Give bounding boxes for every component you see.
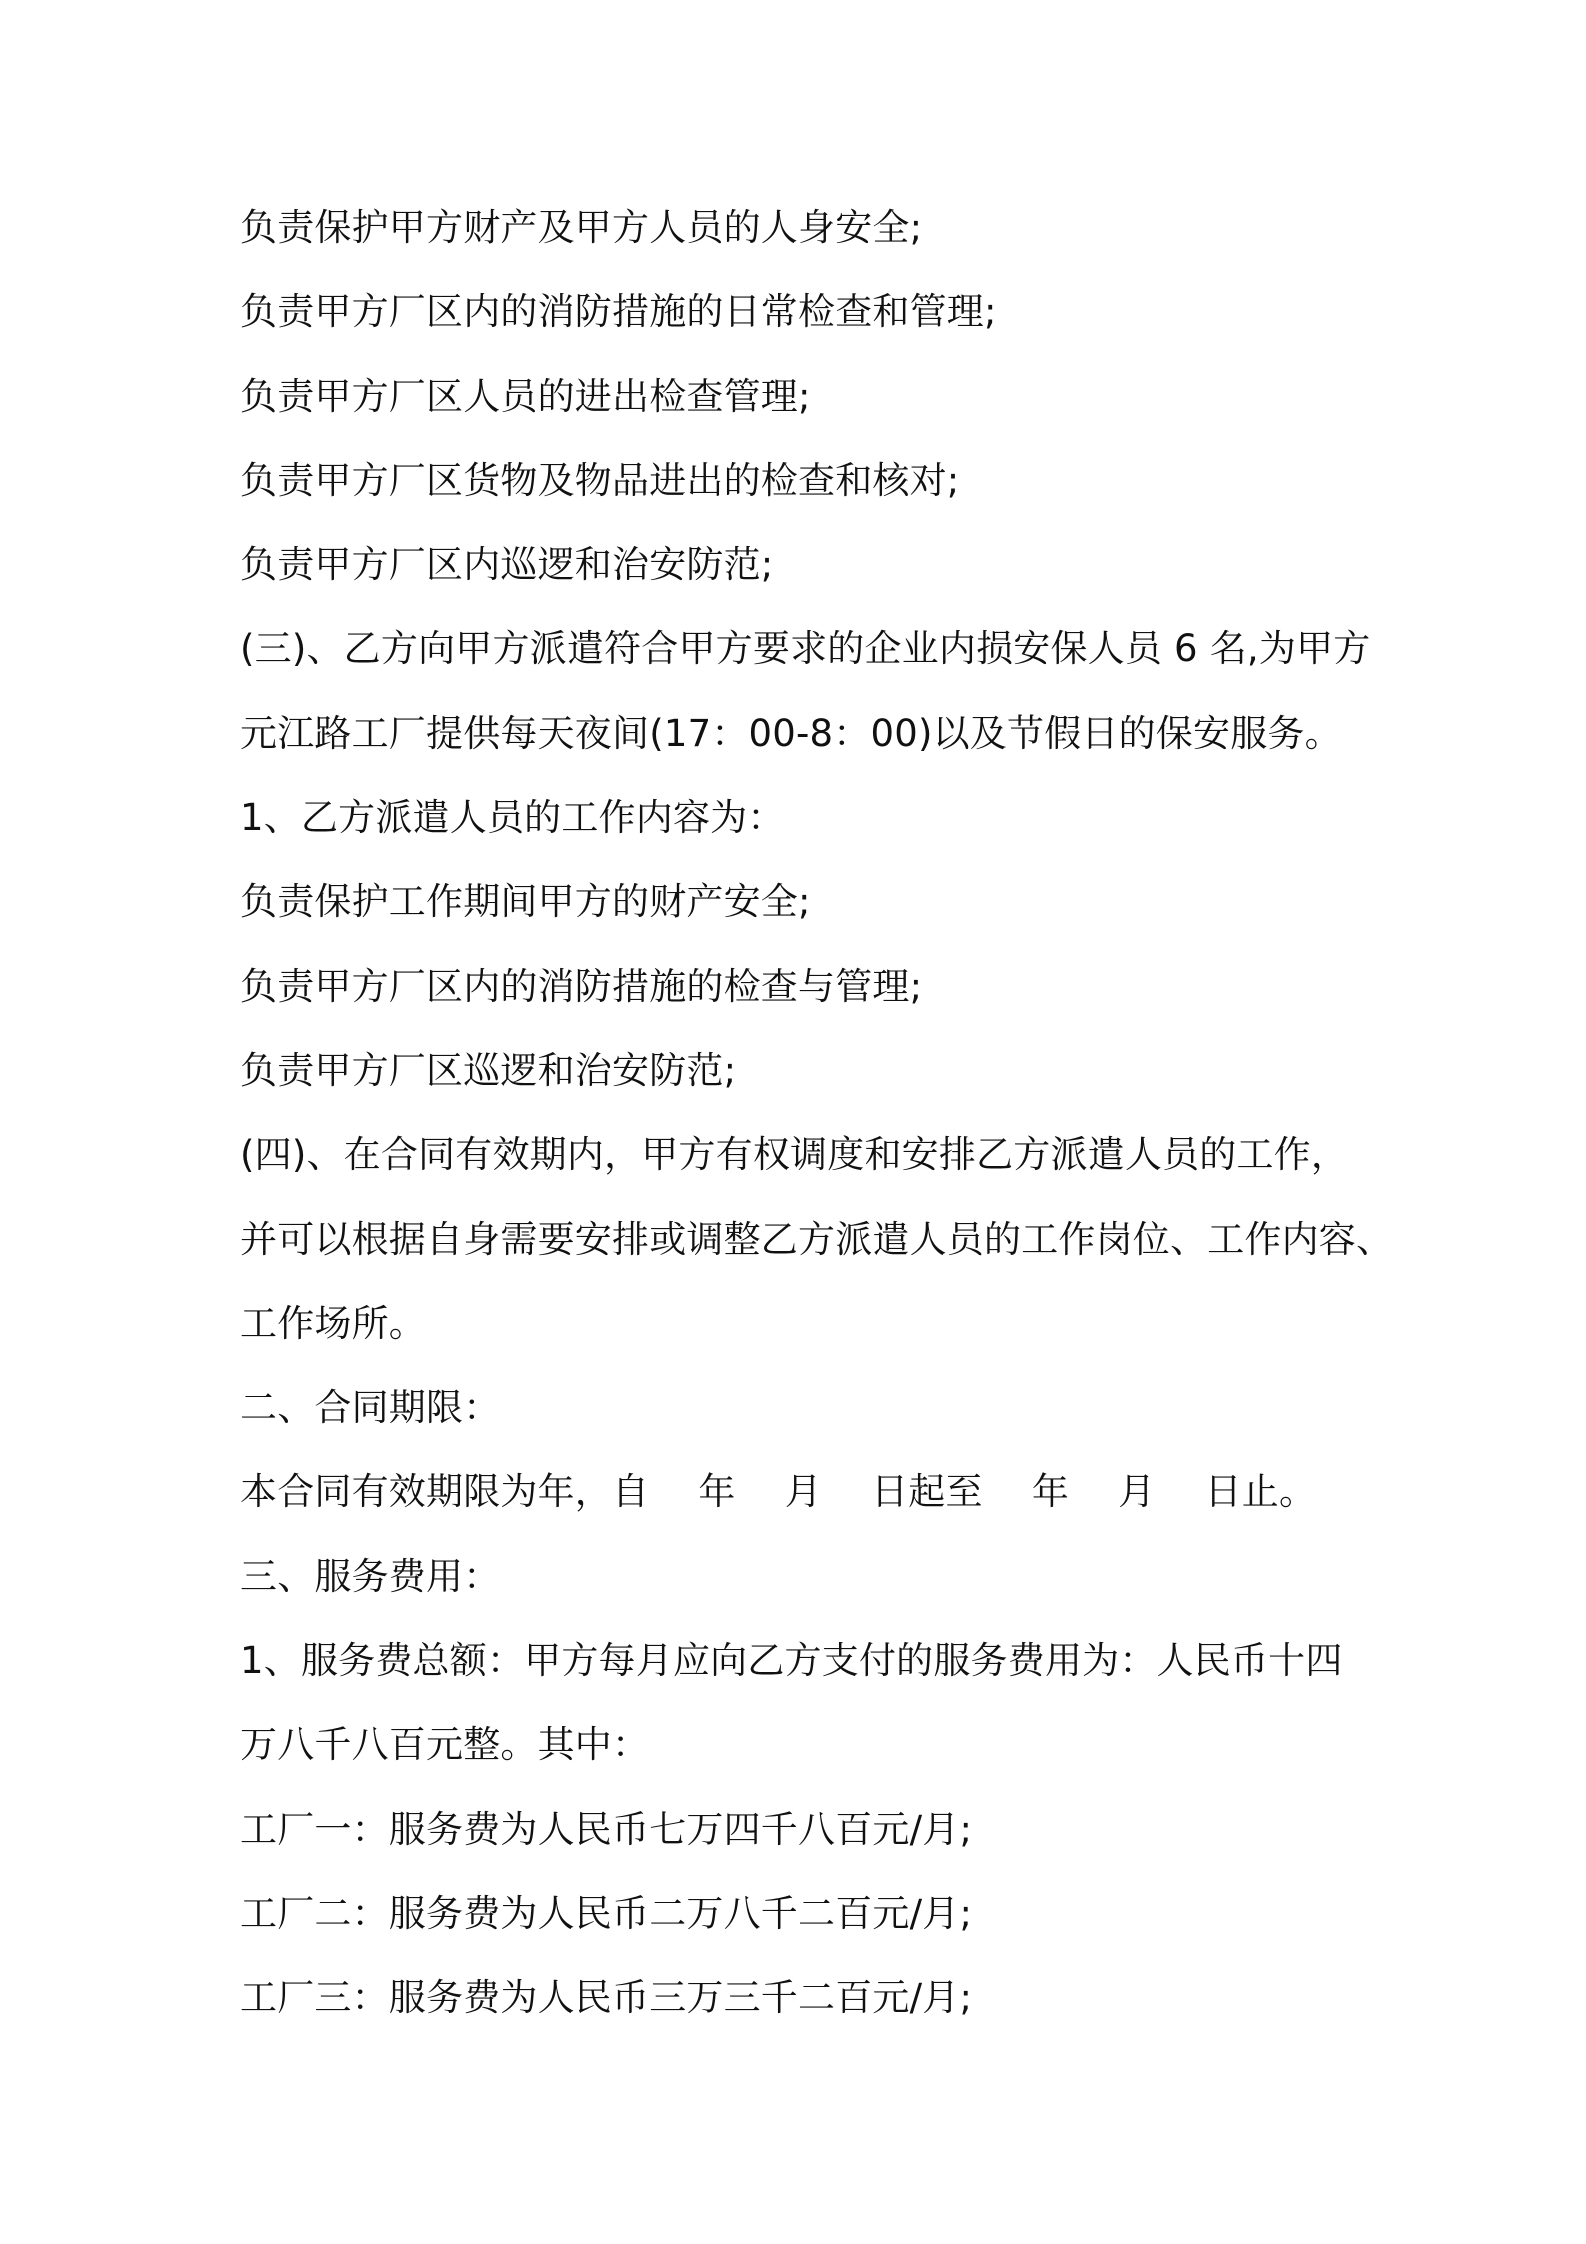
text-line: 工厂一：服务费为人民币七万四千八百元/月;	[240, 1807, 973, 1851]
text-line: 并可以根据自身需要安排或调整乙方派遣人员的工作岗位、工作内容、	[240, 1217, 1394, 1261]
text-line: 三、服务费用：	[240, 1554, 501, 1598]
document-body	[240, 198, 1394, 2053]
text-line: 工作场所。	[240, 1301, 426, 1345]
text-line: 工厂三：服务费为人民币三万三千二百元/月;	[240, 1976, 973, 2020]
text-line: 负责甲方厂区内的消防措施的日常检查和管理;	[240, 290, 997, 334]
text-line: 本合同有效期限为年，自 年 月 日起至 年 月 日止。	[240, 1470, 1317, 1514]
text-line: 万八千八百元整。其中：	[240, 1723, 650, 1767]
text-line: 负责保护工作期间甲方的财产安全;	[240, 880, 811, 924]
text-line: 负责甲方厂区货物及物品进出的检查和核对;	[240, 458, 960, 502]
text-line: 1、乙方派遣人员的工作内容为：	[240, 796, 785, 840]
text-line: 负责甲方厂区内的消防措施的检查与管理;	[240, 964, 923, 1008]
text-line: 二、合同期限：	[240, 1386, 501, 1430]
text-line: 负责甲方厂区人员的进出检查管理;	[240, 374, 811, 418]
text-line: (三)、乙方向甲方派遣符合甲方要求的企业内损安保人员 6 名,为甲方	[240, 627, 1371, 671]
text-line: 负责保护甲方财产及甲方人员的人身安全;	[240, 206, 923, 249]
text-line: 工厂二：服务费为人民币二万八千二百元/月;	[240, 1891, 973, 1935]
text-line: 元江路工厂提供每天夜间(17：00-8：00)以及节假日的保安服务。	[240, 711, 1342, 755]
text-line: (四)、在合同有效期内，甲方有权调度和安排乙方派遣人员的工作，	[240, 1133, 1349, 1177]
text-line: 1、服务费总额：甲方每月应向乙方支付的服务费用为：人民币十四	[240, 1639, 1343, 1683]
text-line: 负责甲方厂区内巡逻和治安防范;	[240, 543, 774, 587]
text-line: 负责甲方厂区巡逻和治安防范;	[240, 1048, 737, 1092]
